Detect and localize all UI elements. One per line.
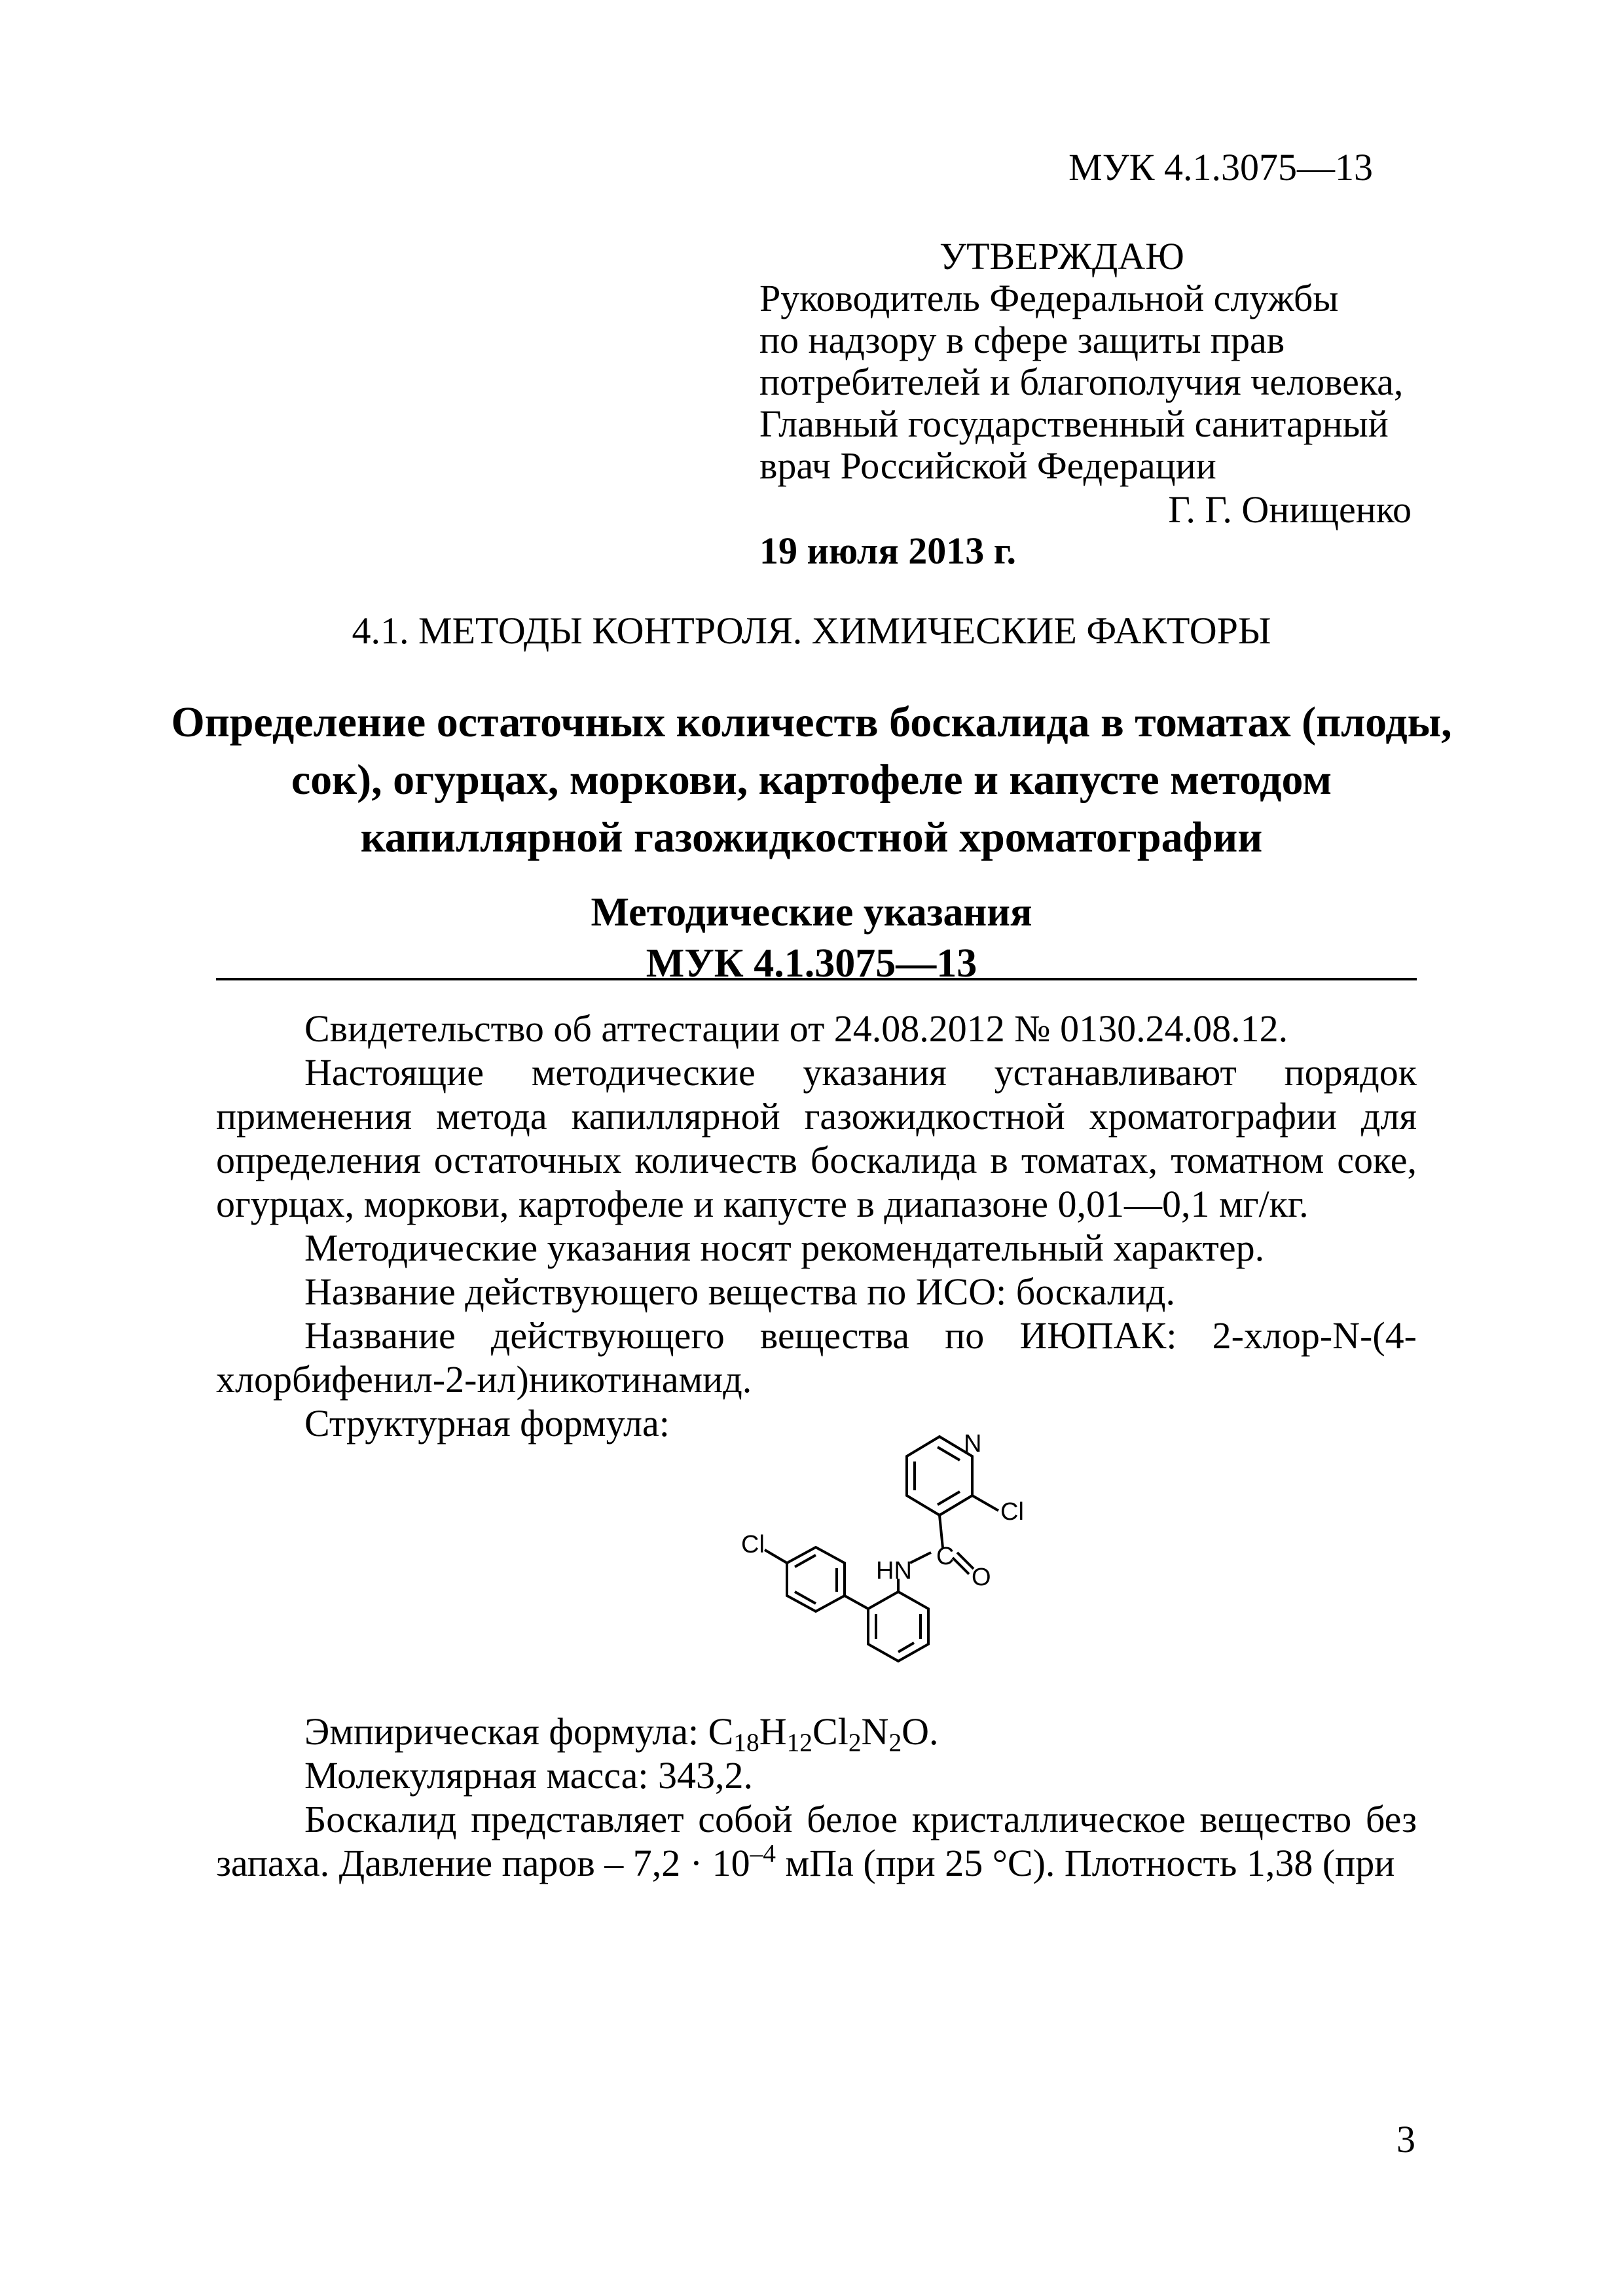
certificate-paragraph: Свидетельство об аттестации от 24.08.2012 № 0130.24.08.12. xyxy=(304,1007,1288,1050)
atom-label-cl-phenyl: Cl xyxy=(741,1531,765,1558)
page-number: 3 xyxy=(1396,2118,1415,2161)
formula-cl: Cl xyxy=(812,1710,848,1753)
atom-label-c: C xyxy=(936,1543,955,1570)
subtitle-type: Методические указания xyxy=(591,890,1032,935)
empirical-formula-paragraph xyxy=(216,1710,1417,1757)
approval-line: врач Российской Федерации xyxy=(759,444,1216,487)
pressure-exponent: –4 xyxy=(750,1839,776,1868)
iupac-name-paragraph: Название действующего вещества по ИЮПАК: 2-хлор-N-(4-хлорбифенил-2-ил)никотинамид. xyxy=(216,1314,1417,1401)
description-paragraph xyxy=(216,1797,1417,1885)
atom-label-cl-pyridine: Cl xyxy=(1000,1498,1024,1526)
approval-line: потребителей и благополучия человека, xyxy=(759,361,1404,403)
structural-formula-diagram xyxy=(655,1407,1113,1695)
formula-c-count: 18 xyxy=(733,1727,759,1757)
body-text-upper xyxy=(216,1007,1417,1445)
formula-h: H xyxy=(759,1710,787,1753)
subtitle-code: МУК 4.1.3075—13 xyxy=(646,941,977,986)
approval-line: Руководитель Федеральной службы xyxy=(759,277,1339,319)
approval-line: по надзору в сфере защиты прав xyxy=(759,319,1285,361)
formula-o: O. xyxy=(902,1710,939,1753)
approval-block xyxy=(759,236,1403,487)
empirical-formula-label: Эмпирическая формула: xyxy=(304,1710,708,1753)
approval-line: Главный государственный санитарный xyxy=(759,403,1389,445)
formula-cl-count: 2 xyxy=(848,1727,862,1757)
document-code: МУК 4.1.3075—13 xyxy=(1068,146,1373,188)
body-text-lower xyxy=(216,1710,1417,1885)
atom-label-o: O xyxy=(972,1564,991,1591)
atom-label-n: N xyxy=(964,1430,982,1458)
section-heading: 4.1. МЕТОДЫ КОНТРОЛЯ. ХИМИЧЕСКИЕ ФАКТОРЫ xyxy=(352,609,1271,652)
molecule-bonds xyxy=(765,1437,998,1661)
molar-mass-paragraph: Молекулярная масса: 343,2. xyxy=(304,1754,754,1797)
formula-c: C xyxy=(708,1710,734,1753)
document-subtitle xyxy=(0,887,1623,989)
scope-paragraph: Настоящие методические указания устанавливают порядок применения метода капиллярной газожидкостной хроматографии для определения остаточных количеств боскалида в томатах, томатном соке, огурцах, моркови, картофеле и капусте в диапазоне 0,01—0,1 мг/кг. xyxy=(216,1051,1417,1225)
formula-n-count: 2 xyxy=(888,1727,902,1757)
formula-h-count: 12 xyxy=(786,1727,813,1757)
iso-name-paragraph: Название действующего вещества по ИСО: боскалид. xyxy=(304,1270,1176,1313)
approval-date: 19 июля 2013 г. xyxy=(759,529,1017,572)
recommendation-paragraph: Методические указания носят рекомендательный характер. xyxy=(304,1227,1265,1269)
description-text: Боскалид представляет собой белое кристаллическое вещество без запаха. Давление паров – 7,2 · 10 xyxy=(216,1798,1417,1884)
description-text-end: мПа (при 25 °С). Плотность 1,38 (при xyxy=(776,1842,1395,1884)
approval-heading: УТВЕРЖДАЮ xyxy=(939,235,1184,278)
formula-n: N xyxy=(861,1710,889,1753)
title-divider xyxy=(216,978,1417,980)
approval-signer: Г. Г. Онищенко xyxy=(1168,488,1412,531)
structural-formula-label: Структурная формула: xyxy=(304,1402,670,1444)
document-title: Определение остаточных количеств боскалида в томатах (плоды, сок), огурцах, моркови, картофеле и капусте методом капиллярной газожидкостной хроматографии xyxy=(171,698,1452,861)
atom-label-hn: HN xyxy=(876,1557,912,1585)
